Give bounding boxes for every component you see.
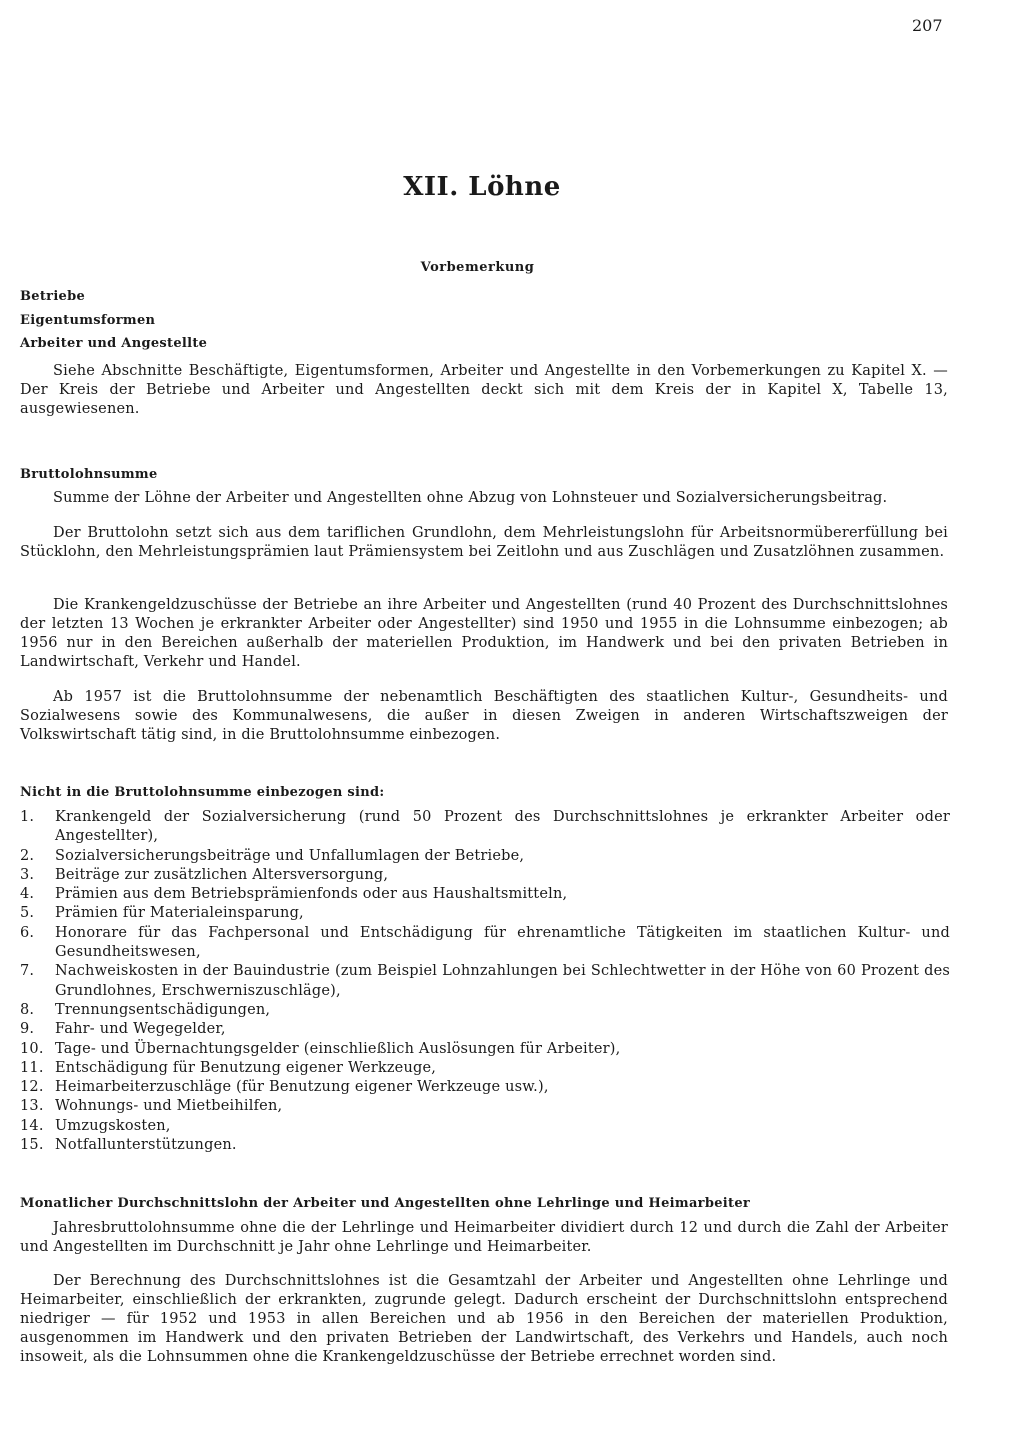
chapter-title: XII. Löhne — [403, 172, 561, 202]
list-item: 9. Fahr- und Wegegelder, — [20, 1021, 226, 1038]
heading-bruttolohnsumme: Bruttolohnsumme — [20, 467, 158, 482]
paragraph-jahresbruttolohnsumme: Jahresbruttolohnsumme ohne die der Lehrlinge und Heimarbeiter dividiert durch 12 und durch die Zahl der Arbeiter und Angestellten im Durchschnitt je Jahr ohne Lehrlinge und Heimarbeiter. — [20, 1220, 948, 1255]
list-item: 2. Sozialversicherungsbeiträge und Unfallumlagen der Betriebe, — [20, 847, 525, 864]
preliminary-remark-heading: Vorbemerkung — [420, 260, 535, 275]
paragraph-krankengeldzuschuesse: Die Krankengeldzuschüsse der Betriebe an ihre Arbeiter und Angestellten (rund 40 Prozent des Durchschnittslohnes der letzten 13 Wochen je erkrankter Arbeiter oder Angestellter) sind 1950 und 1955 in die Lohnsumme einbezogen; ab 1956 nur in den Bereichen außerhalb der materiellen Produktion, im Handwerk und bei den privaten Betrieben in Landwirtschaft, Verkehr und Handel. — [20, 597, 948, 670]
paragraph-definitions-reference: Siehe Abschnitte Beschäftigte, Eigentumsformen, Arbeiter und Angestellte in den Vorbemerkungen zu Kapitel X. — Der Kreis der Betriebe und Arbeiter und Angestellten deckt sich mit dem Kreis der in Kapitel X, Tabelle 13, ausgewiesenen. — [20, 363, 948, 417]
list-item: 10. Tage- und Übernachtungsgelder (einschließlich Auslösungen für Arbeiter), — [20, 1040, 621, 1057]
paragraph-bruttolohn-components: Der Bruttolohn setzt sich aus dem tariflichen Grundlohn, dem Mehrleistungslohn für Arbeitsnormübererfüllung bei Stücklohn, den Mehrleistungsprämien laut Prämiensystem bei Zeitlohn und aus Zuschlägen und Zusatzlöhnen zusammen. — [20, 525, 948, 560]
paragraph-bruttolohnsumme-definition: Summe der Löhne der Arbeiter und Angestellten ohne Abzug von Lohnsteuer und Sozialversicherungsbeitrag. — [53, 490, 888, 506]
list-item: 14. Umzugskosten, — [20, 1117, 171, 1134]
heading-arbeiter-angestellte: Arbeiter und Angestellte — [20, 336, 208, 351]
list-item: 4. Prämien aus dem Betriebsprämienfonds oder aus Haushaltsmitteln, — [20, 886, 568, 903]
list-item: 6. Honorare für das Fachpersonal und Entschädigung für ehrenamtliche Tätigkeiten im staatlichen Kultur- und Gesundheitswesen, — [20, 924, 950, 961]
list-item: 3. Beiträge zur zusätzlichen Altersversorgung, — [20, 866, 389, 883]
list-item: 12. Heimarbeiterzuschläge (für Benutzung eigener Werkzeuge usw.), — [20, 1079, 549, 1096]
heading-nicht-einbezogen: Nicht in die Bruttolohnsumme einbezogen sind: — [20, 785, 385, 800]
heading-eigentumsformen: Eigentumsformen — [20, 313, 156, 328]
list-item: 8. Trennungsentschädigungen, — [20, 1001, 271, 1018]
list-item: 7. Nachweiskosten in der Bauindustrie (zum Beispiel Lohnzahlungen bei Schlechtwetter in der Höhe von 60 Prozent des Grundlohnes, Erschwerniszuschläge), — [20, 963, 950, 999]
excluded-items-list — [20, 808, 950, 1155]
paragraph-nebenamtlich: Ab 1957 ist die Bruttolohnsumme der nebenamtlich Beschäftigten des staatlichen Kultur-, Gesundheits- und Sozialwesens sowie des Kommunalwesens, die außer in diesen Zweigen in anderen Wirtschaftszweigen der Volkswirtschaft tätig sind, in die Bruttolohnsumme einbezogen. — [20, 689, 948, 743]
list-item: 13. Wohnungs- und Mietbeihilfen, — [20, 1098, 283, 1115]
list-item: 1. Krankengeld der Sozialversicherung (rund 50 Prozent des Durchschnittslohnes je erkrankter Arbeiter oder Angestellter), — [20, 809, 950, 845]
list-item: 15. Notfallunterstützungen. — [20, 1137, 237, 1154]
heading-betriebe: Betriebe — [20, 289, 86, 304]
page-number: 207 — [912, 16, 943, 35]
heading-monatlicher-durchschnittslohn: Monatlicher Durchschnittslohn der Arbeiter und Angestellten ohne Lehrlinge und Heimarbeiter — [20, 1196, 751, 1211]
paragraph-berechnung-durchschnittslohn: Der Berechnung des Durchschnittslohnes ist die Gesamtzahl der Arbeiter und Angestellten ohne Lehrlinge und Heimarbeiter, einschließlich der erkrankten, zugrunde gelegt. Dadurch erscheint der Durchschnittslohn entsprechend niedriger — für 1952 und 1953 in allen Bereichen und ab 1956 in den Bereichen der materiellen Produktion, ausgenommen im Handwerk und den privaten Betrieben der Landwirtschaft, des Verkehrs und Handels, auch noch insoweit, als die Lohnsummen ohne die Krankengeldzuschüsse der Betriebe errechnet worden sind. — [20, 1273, 948, 1365]
list-item: 11. Entschädigung für Benutzung eigener Werkzeuge, — [20, 1059, 437, 1076]
list-item: 5. Prämien für Materialeinsparung, — [20, 905, 304, 922]
